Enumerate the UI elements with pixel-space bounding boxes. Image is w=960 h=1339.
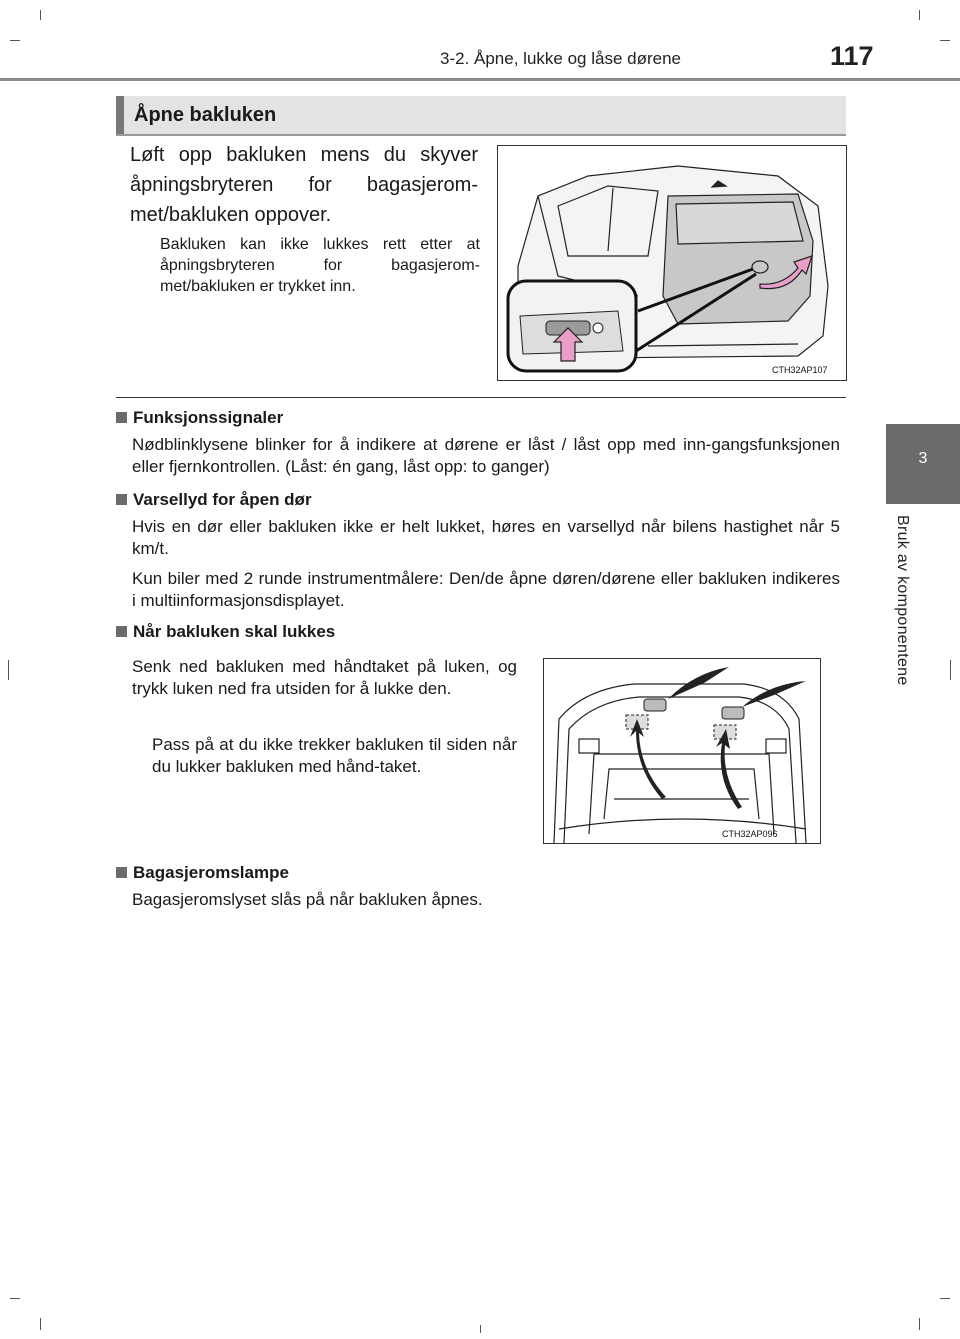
- header-rule: [0, 78, 960, 81]
- bullet-square-icon: [116, 867, 127, 878]
- crop-mark: [10, 1298, 20, 1299]
- chapter-number: 3: [918, 450, 928, 467]
- bullet-square-icon: [116, 412, 127, 423]
- chapter-label: Bruk av komponentene: [894, 515, 911, 686]
- intro-note: Bakluken kan ikke lukkes rett etter at åpningsbryteren for bagasjerom-met/bakluken er trykket inn.: [160, 236, 480, 295]
- crop-mark: [40, 10, 41, 20]
- crop-mark: [950, 660, 951, 680]
- figure-code: CTH32AP096: [722, 829, 778, 839]
- paragraph: Nødblinklysene blinker for å indikere at dørene er låst / låst opp med inn-gangsfunksjonen eller fjernkontrollen. (Låst: én gang, låst opp: to ganger): [132, 435, 840, 476]
- section-title: Åpne bakluken: [134, 104, 277, 126]
- bullet-square-icon: [116, 494, 127, 505]
- running-header: 3-2. Åpne, lukke og låse dørene: [440, 49, 681, 68]
- subsection-heading: Bagasjeromslampe: [116, 863, 289, 883]
- subsection-heading: Varsellyd for åpen dør: [116, 490, 312, 510]
- crop-mark: [919, 1318, 920, 1330]
- paragraph: Bagasjeromslyset slås på når bakluken åpnes.: [132, 890, 483, 909]
- crop-mark: [480, 1325, 481, 1333]
- car-rear-drawing: [498, 146, 846, 380]
- figure-code: CTH32AP107: [772, 365, 828, 375]
- crop-mark: [919, 10, 920, 20]
- paragraph: Kun biler med 2 runde instrumentmålere: Den/de åpne døren/dørene eller bakluken indikeres i multiinformasjonsdisplayet.: [132, 569, 840, 610]
- tailgate-inside-drawing: [544, 659, 820, 843]
- tailgate-closing-illustration: [543, 658, 821, 844]
- paragraph-note: Pass på at du ikke trekker bakluken til siden når du lukker bakluken med hånd-taket.: [152, 735, 517, 776]
- crop-mark: [940, 1298, 950, 1299]
- crop-mark: [8, 660, 9, 680]
- chapter-tab: [886, 424, 960, 504]
- section-accent: [116, 96, 124, 134]
- section-header: [116, 96, 846, 136]
- paragraph: Senk ned bakluken med håndtaket på luken, og trykk luken ned fra utsiden for å lukke den.: [132, 657, 517, 698]
- tailgate-opening-illustration: [497, 145, 847, 381]
- bullet-square-icon: [116, 626, 127, 637]
- paragraph: Hvis en dør eller bakluken ikke er helt lukket, høres en varsellyd når bilens hastighet når 5 km/t.: [132, 517, 840, 558]
- section-divider: [116, 397, 846, 398]
- intro-instruction: Løft opp bakluken mens du skyver åpningsbryteren for bagasjerom-met/bakluken oppover.: [130, 144, 478, 226]
- crop-mark: [40, 1318, 41, 1330]
- crop-mark: [940, 40, 950, 41]
- crop-mark: [10, 40, 20, 41]
- subsection-heading: Funksjonssignaler: [116, 408, 283, 428]
- subsection-heading: Når bakluken skal lukkes: [116, 622, 335, 642]
- page-number: 117: [830, 41, 874, 71]
